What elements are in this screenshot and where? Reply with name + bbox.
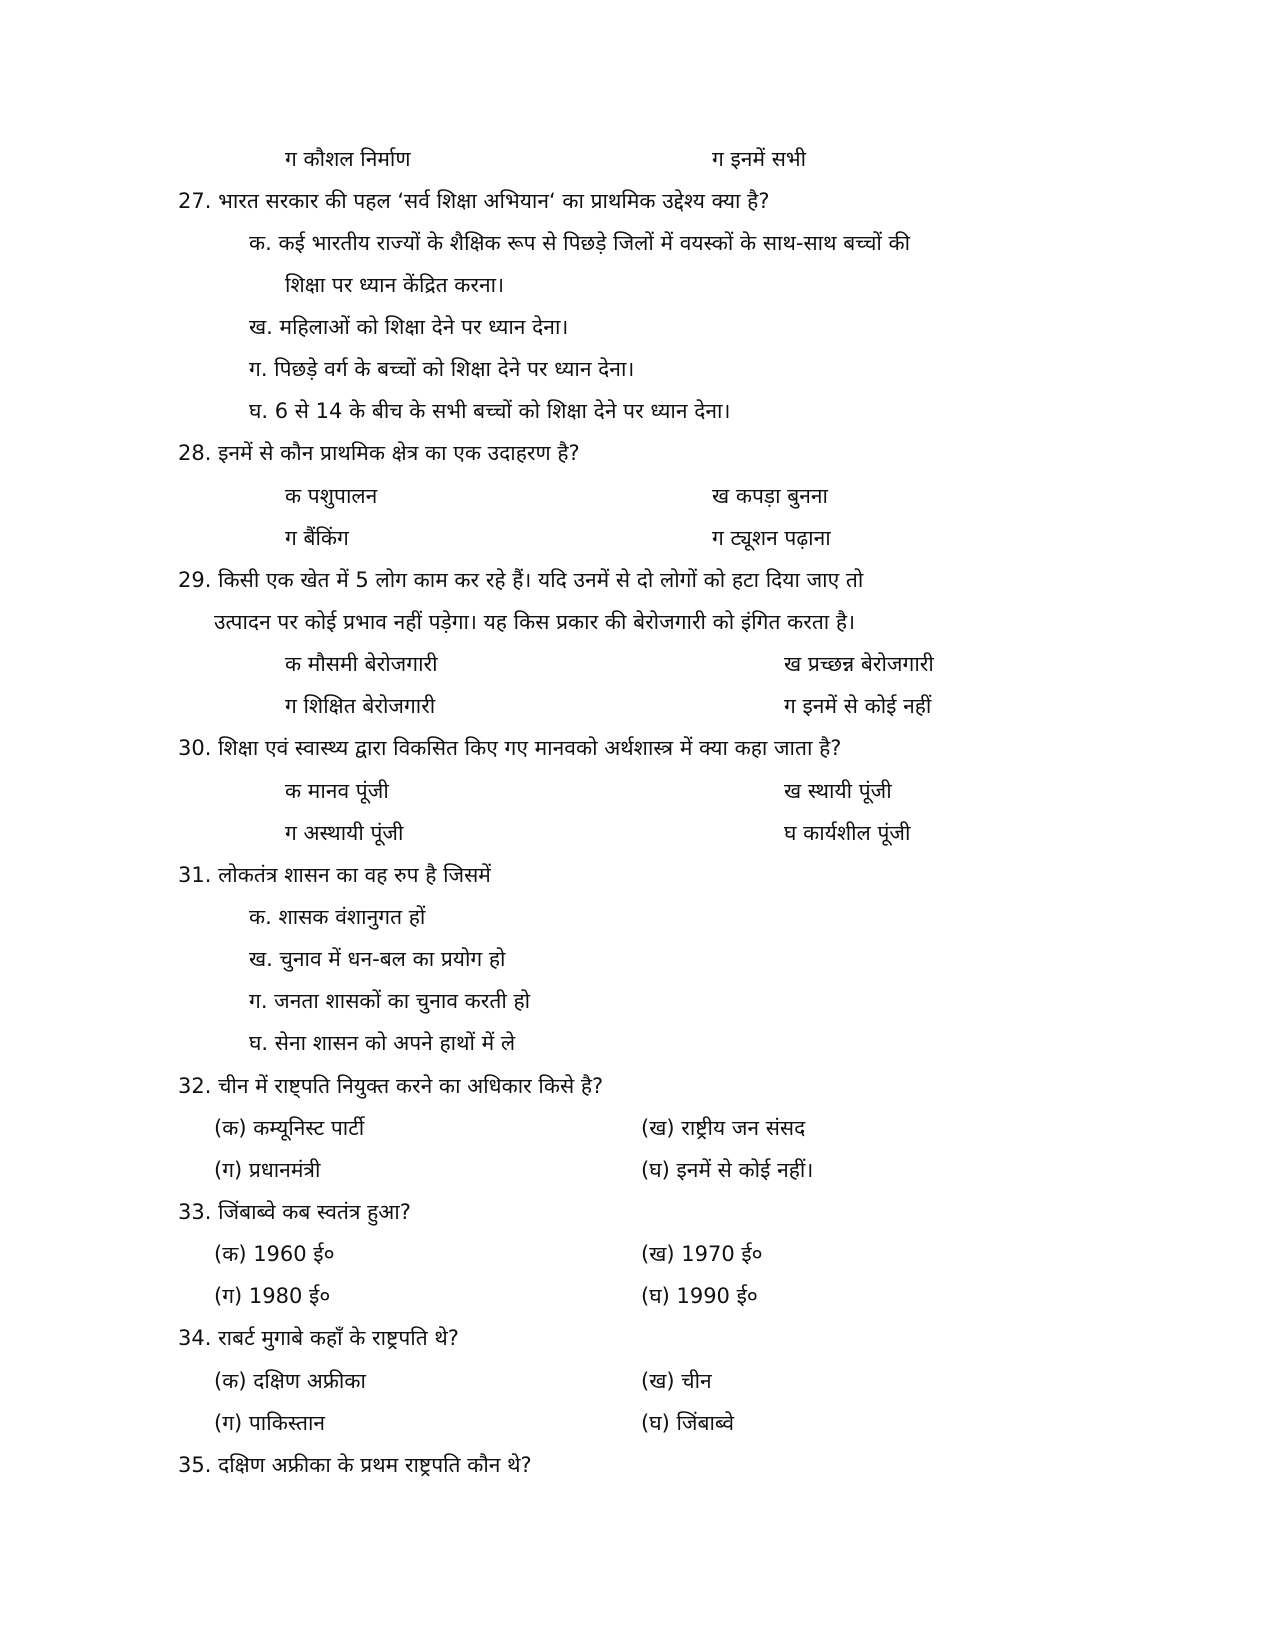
question-28: 28. इनमें से कौन प्राथमिक क्षेत्र का एक उदाहरण है? (178, 441, 580, 465)
question-34: 34. राबर्ट मुगाबे कहाँ के राष्ट्रपति थे? (178, 1326, 459, 1350)
q34-option-c: (ग) पाकिस्तान (214, 1411, 326, 1435)
question-30: 30. शिक्षा एवं स्वास्थ्य द्वारा विकसित किए गए मानवको अर्थशास्त्र में क्या कहा जाता है? (178, 736, 842, 760)
q31-option-d: घ. सेना शासन को अपने हाथों में ले (249, 1031, 516, 1055)
q30-option-c: ग अस्थायी पूंजी (285, 821, 404, 845)
q27-option-c: ग. पिछड़े वर्ग के बच्चों को शिक्षा देने पर ध्यान देना। (249, 357, 635, 381)
question-33: 33. जिंबाब्वे कब स्वतंत्र हुआ? (178, 1200, 411, 1224)
q30-option-b: ख स्थायी पूंजी (784, 779, 892, 803)
q26-option-g: ग कौशल निर्माण (285, 147, 411, 171)
question-27: 27. भारत सरकार की पहल ‘सर्व शिक्षा अभियान‘ का प्राथमिक उद्देश्य क्या है? (178, 189, 770, 213)
q27-option-a-line2: शिक्षा पर ध्यान केंद्रित करना। (285, 273, 505, 297)
q31-option-c: ग. जनता शासकों का चुनाव करती हो (249, 989, 531, 1013)
q32-option-c: (ग) प्रधानमंत्री (214, 1158, 321, 1182)
q34-option-d: (घ) जिंबाब्वे (641, 1411, 734, 1435)
question-29-line1: 29. किसी एक खेत में 5 लोग काम कर रहे हैं। यदि उनमें से दो लोगों को हटा दिया जाए तो (178, 568, 864, 592)
q28-option-d: ग ट्यूशन पढ़ाना (712, 526, 831, 550)
q27-option-b: ख. महिलाओं को शिक्षा देने पर ध्यान देना। (249, 315, 569, 339)
q29-option-a: क मौसमी बेरोजगारी (285, 652, 438, 676)
q32-option-d: (घ) इनमें से कोई नहीं। (641, 1158, 814, 1182)
q31-option-b: ख. चुनाव में धन-बल का प्रयोग हो (249, 947, 506, 971)
q33-option-b: (ख) 1970 ई० (641, 1242, 763, 1266)
q32-option-b: (ख) राष्ट्रीय जन संसद (641, 1116, 806, 1140)
q29-option-c: ग शिक्षित बेरोजगारी (285, 694, 436, 718)
q30-option-a: क मानव पूंजी (285, 779, 389, 803)
q27-option-d: घ. 6 से 14 के बीच के सभी बच्चों को शिक्षा देने पर ध्यान देना। (249, 399, 731, 423)
q29-option-d: ग इनमें से कोई नहीं (784, 694, 932, 718)
q31-option-a: क. शासक वंशानुगत हों (249, 905, 426, 929)
q32-option-a: (क) कम्यूनिस्ट पार्टी (214, 1116, 365, 1140)
q26-option-g-all: ग इनमें सभी (712, 147, 807, 171)
q33-option-c: (ग) 1980 ई० (214, 1284, 331, 1308)
q29-option-b: ख प्रच्छन्न बेरोजगारी (784, 652, 934, 676)
q34-option-a: (क) दक्षिण अफ्रीका (214, 1369, 366, 1393)
question-29-line2: उत्पादन पर कोई प्रभाव नहीं पड़ेगा। यह किस प्रकार की बेरोजगारी को इंगित करता है। (214, 610, 856, 634)
q34-option-b: (ख) चीन (641, 1369, 712, 1393)
question-32: 32. चीन में राष्ट्पति नियुक्त करने का अधिकार किसे है? (178, 1074, 604, 1098)
q28-option-a: क पशुपालन (285, 484, 378, 508)
q27-option-a-line1: क. कई भारतीय राज्यों के शैक्षिक रूप से पिछड़े जिलों में वयस्कों के साथ-साथ बच्चों की (249, 231, 911, 255)
q28-option-b: ख कपड़ा बुनना (712, 484, 828, 508)
question-35: 35. दक्षिण अफ्रीका के प्रथम राष्ट्रपति कौन थे? (178, 1453, 532, 1477)
q28-option-c: ग बैंकिंग (285, 526, 349, 550)
q33-option-d: (घ) 1990 ई० (641, 1284, 758, 1308)
q30-option-d: घ कार्यशील पूंजी (784, 821, 911, 845)
q33-option-a: (क) 1960 ई० (214, 1242, 335, 1266)
question-31: 31. लोकतंत्र शासन का वह रुप है जिसमें (178, 863, 491, 887)
